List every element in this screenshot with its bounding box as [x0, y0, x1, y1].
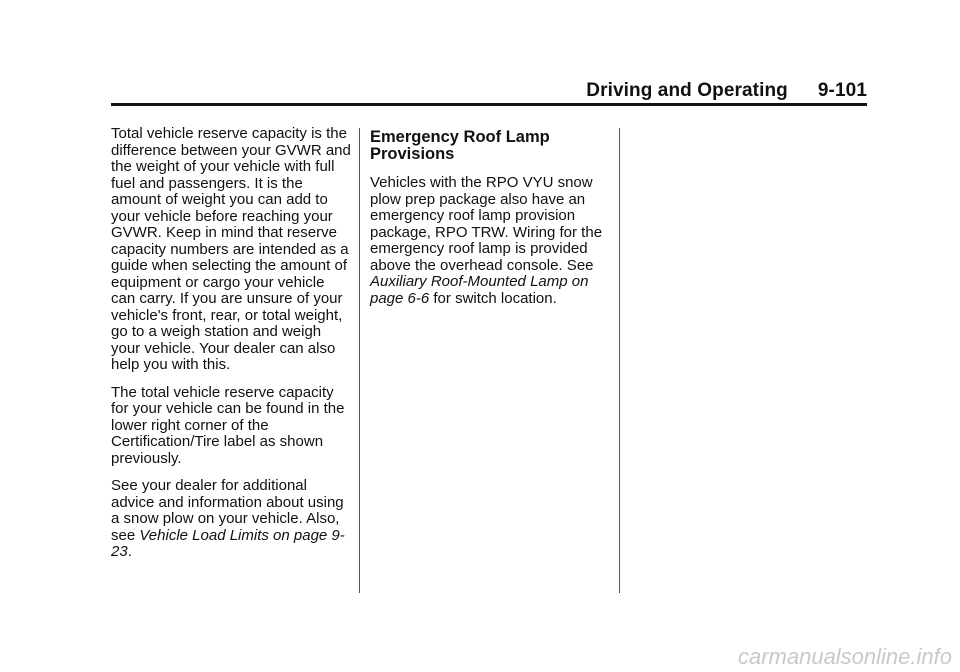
header-rule: [111, 103, 867, 106]
dealer-advice-text: See your dealer for additional advice and information about using a snow plow on your vehicle. Also, see: [111, 477, 344, 544]
section-title: Driving and Operating: [586, 80, 788, 101]
header-text: [586, 80, 867, 102]
column-left: [111, 126, 351, 572]
watermark: carmanualsonline.info: [737, 644, 952, 669]
paragraph-reserve-capacity: Total vehicle reserve capacity is the difference between your GVWR and the weight of your vehicle with full fuel and passengers. It is the amount of weight you can add to your vehicle before reaching your GVWR. Keep in mind that reserve capacity numbers are intended as a guide when selecting the amount of equipment or cargo your vehicle can carry. If you are unsure of your vehicle's front, rear, or total weight, go to a weigh station and weigh your vehicle. Your dealer can also help you with this.: [111, 125, 351, 373]
roof-lamp-end: for switch location.: [433, 289, 557, 307]
paragraph-roof-lamp: [370, 175, 606, 307]
roof-lamp-text: Vehicles with the RPO VYU snow plow prep package also have an emergency roof lamp provision package, RPO TRW. Wiring for the emergency roof lamp is provided above the overhead console. See: [370, 174, 603, 274]
auxiliary-lamp-link[interactable]: Auxiliary Roof-Mounted Lamp on page 6-6: [370, 273, 589, 307]
section-heading: Emergency Roof Lamp Provisions: [370, 128, 550, 163]
paragraph-dealer-advice: [111, 478, 351, 561]
column-divider-2: [619, 128, 620, 593]
column-middle: [370, 126, 606, 318]
page-number: 9-101: [817, 80, 867, 101]
paragraph-capacity-location: The total vehicle reserve capacity for your vehicle can be found in the lower right corner of the Certification/Tire label as shown previously.: [111, 383, 345, 467]
column-divider-1: [359, 128, 360, 593]
vehicle-load-limits-link[interactable]: Vehicle Load Limits on page 9-23: [111, 526, 345, 560]
dealer-advice-end: .: [127, 543, 132, 560]
